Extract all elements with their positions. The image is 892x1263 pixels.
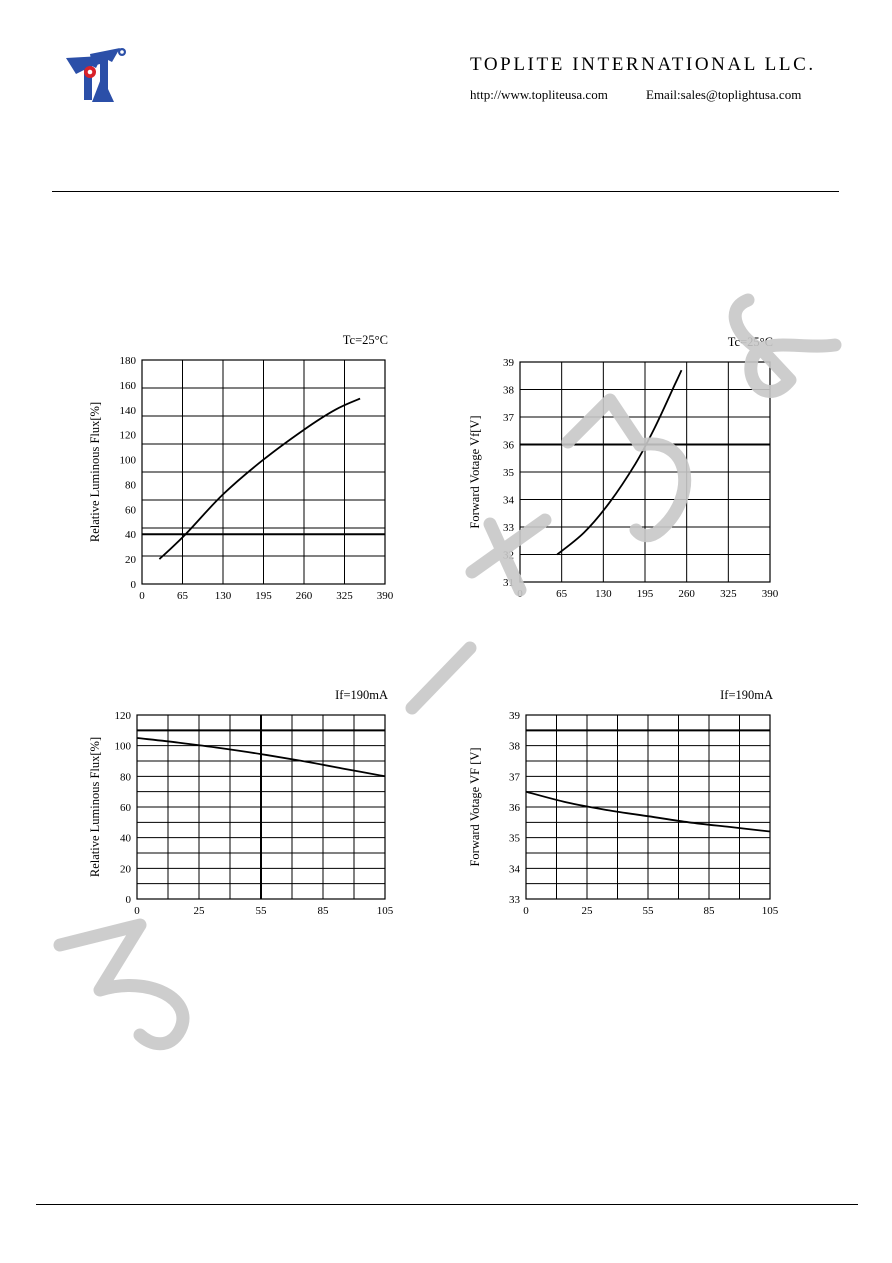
y-tick-label: 60 xyxy=(120,802,131,814)
y-tick-label: 0 xyxy=(125,894,131,906)
footer-divider xyxy=(36,1204,858,1205)
x-tick-label: 325 xyxy=(336,590,353,602)
y-axis-label: Relative Luminous Flux[%] xyxy=(88,401,102,543)
chart-condition-label: Tc=25°C xyxy=(342,333,388,347)
y-axis-label: Forward Votage VF [V] xyxy=(468,747,482,867)
y-tick-label: 33 xyxy=(503,522,514,534)
y-tick-label: 60 xyxy=(125,504,136,517)
x-tick-label: 85 xyxy=(317,905,329,917)
y-tick-label: 40 xyxy=(120,832,131,845)
y-tick-label: 36 xyxy=(509,802,520,814)
x-tick-label: 260 xyxy=(295,590,313,602)
x-tick-label: 65 xyxy=(556,588,568,600)
x-tick-label: 85 xyxy=(703,905,715,917)
x-tick-label: 130 xyxy=(595,588,612,600)
email-link[interactable]: Email:sales@toplightusa.com xyxy=(646,87,802,102)
x-tick-label: 55 xyxy=(642,905,654,917)
x-tick-label: 65 xyxy=(177,590,188,602)
y-tick-label: 36 xyxy=(503,439,514,452)
chart-condition-label: If=190mA xyxy=(335,688,388,702)
x-tick-label: 325 xyxy=(720,588,737,600)
y-tick-label: 120 xyxy=(114,710,131,722)
x-tick-label: 105 xyxy=(376,905,394,917)
chart-condition-label: If=190mA xyxy=(720,688,773,702)
y-tick-label: 160 xyxy=(119,379,136,392)
y-tick-label: 120 xyxy=(119,429,136,442)
y-tick-label: 35 xyxy=(509,832,520,845)
y-tick-label: 34 xyxy=(503,494,514,507)
website-link[interactable]: http://www.topliteusa.com xyxy=(470,87,608,102)
x-tick-label: 25 xyxy=(193,905,205,917)
y-tick-label: 33 xyxy=(509,894,520,906)
x-tick-label: 0 xyxy=(139,590,145,602)
x-tick-label: 105 xyxy=(761,905,779,917)
y-tick-label: 140 xyxy=(119,404,136,417)
y-tick-label: 34 xyxy=(509,863,520,876)
y-tick-label: 38 xyxy=(503,384,514,397)
chart-condition-label: Tc=25°C xyxy=(727,335,773,349)
chart-flux-vs-current xyxy=(80,325,410,615)
y-tick-label: 80 xyxy=(120,771,131,784)
y-tick-label: 31 xyxy=(503,577,514,589)
y-tick-label: 38 xyxy=(509,740,520,753)
x-tick-label: 0 xyxy=(134,905,140,917)
x-tick-label: 0 xyxy=(517,588,523,600)
company-logo xyxy=(62,46,130,104)
chart-flux-vs-temperature xyxy=(80,675,410,930)
x-tick-label: 260 xyxy=(678,588,695,600)
y-tick-label: 35 xyxy=(503,467,514,479)
y-tick-label: 180 xyxy=(119,355,136,367)
chart-vf-vs-temperature xyxy=(460,675,790,930)
x-tick-label: 25 xyxy=(581,905,593,917)
y-axis-label: Forward Votage Vf[V] xyxy=(468,415,482,529)
x-tick-label: 195 xyxy=(636,588,654,600)
x-tick-label: 55 xyxy=(255,905,267,917)
x-tick-label: 390 xyxy=(761,588,779,600)
chart-vf-vs-current xyxy=(460,325,790,615)
x-tick-label: 0 xyxy=(523,905,529,917)
y-tick-label: 80 xyxy=(125,479,136,492)
y-tick-label: 20 xyxy=(125,554,136,567)
y-tick-label: 32 xyxy=(503,549,514,562)
y-tick-label: 100 xyxy=(114,740,131,753)
x-tick-label: 195 xyxy=(255,590,272,602)
x-tick-label: 130 xyxy=(214,590,232,602)
y-tick-label: 37 xyxy=(503,412,514,424)
y-axis-label: Relative Luminous Flux[%] xyxy=(88,736,102,878)
y-tick-label: 100 xyxy=(119,454,136,467)
y-tick-label: 0 xyxy=(130,579,136,591)
y-tick-label: 37 xyxy=(509,771,520,784)
y-tick-label: 40 xyxy=(125,529,136,542)
y-tick-label: 39 xyxy=(509,710,520,722)
company-name: TOPLITE INTERNATIONAL LLC. xyxy=(470,54,816,75)
header-divider xyxy=(52,191,839,192)
x-tick-label: 390 xyxy=(376,590,394,602)
y-tick-label: 20 xyxy=(120,863,131,876)
y-tick-label: 39 xyxy=(503,357,514,369)
